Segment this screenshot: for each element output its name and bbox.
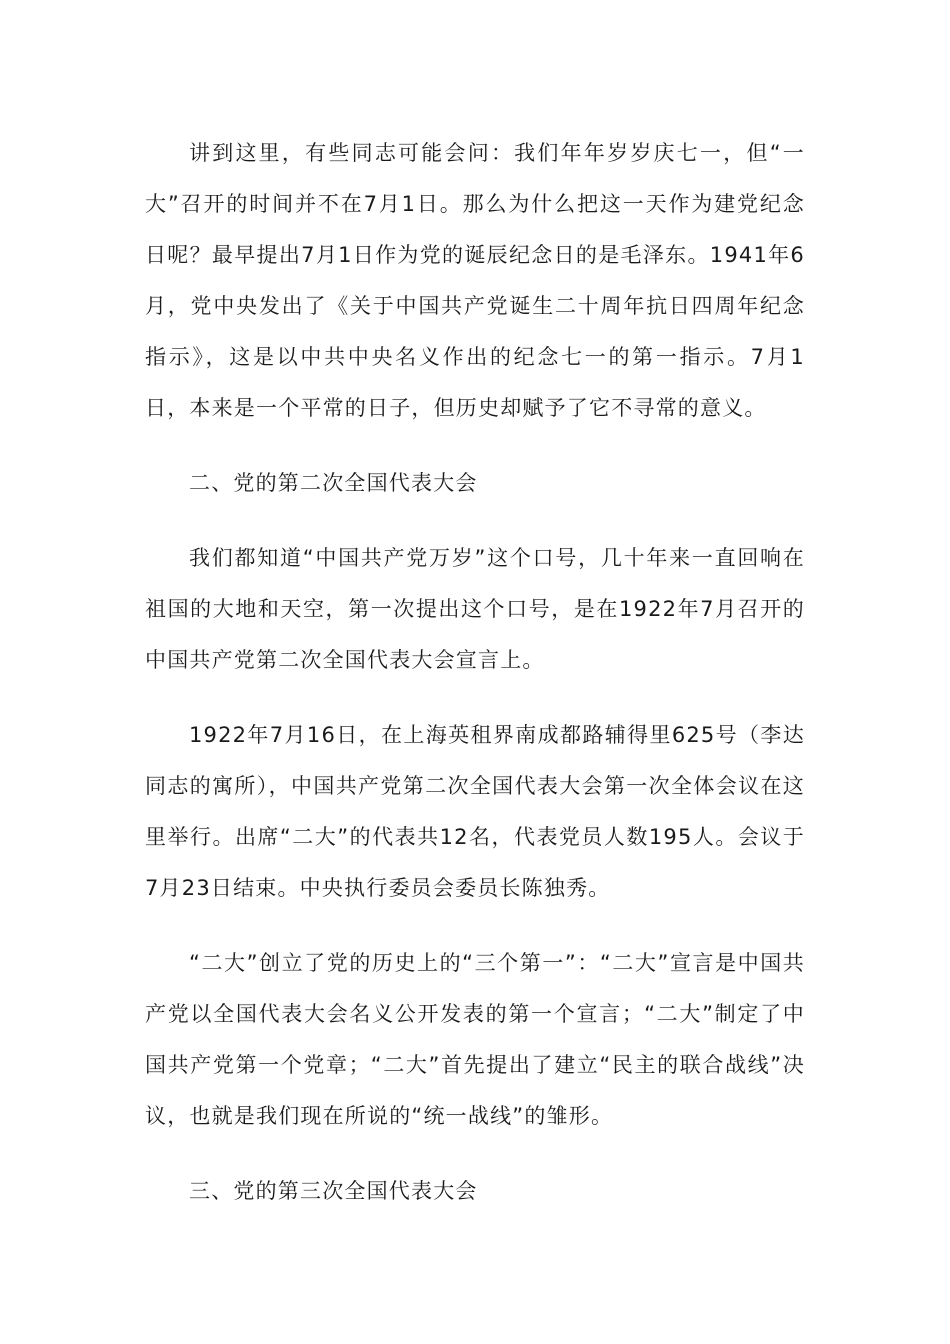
paragraph-gap bbox=[145, 434, 805, 458]
paragraph-party-founding-day: 讲到这里，有些同志可能会问：我们年年岁岁庆七一，但“一大”召开的时间并不在7月1日。那么为什么把这一天作为建党纪念日呢？最早提出7月1日作为党的诞辰纪念日的是毛泽东。1941年6月，党中央发出了《关于中国共产党诞生二十周年抗日四周年纪念指示》，这是以中共中央名义作出的纪念七一的第一指示。7月1日，本来是一个平常的日子，但历史却赋予了它不寻常的意义。 bbox=[145, 141, 805, 420]
paragraph-slogan: 我们都知道“中国共产党万岁”这个口号，几十年来一直回响在祖国的大地和天空，第一次提出这个口号，是在1922年7月召开的中国共产党第二次全国代表大会宣言上。 bbox=[145, 546, 805, 672]
section-heading-second-congress: 二、党的第二次全国代表大会 bbox=[189, 471, 478, 495]
paragraph-gap bbox=[145, 509, 805, 533]
section-heading-third-congress: 三、党的第三次全国代表大会 bbox=[189, 1179, 478, 1203]
paragraph-second-congress-details: 1922年7月16日，在上海英租界南成都路辅得里625号（李达同志的寓所），中国共产党第二次全国代表大会第一次全体会议在这里举行。出席“二大”的代表共12名，代表党员人数195人。会议于7月23日结束。中央执行委员会委员长陈独秀。 bbox=[145, 723, 805, 900]
paragraph-gap bbox=[145, 686, 805, 710]
paragraph-three-firsts: “二大”创立了党的历史上的“三个第一”：“二大”宣言是中国共产党以全国代表大会名义公开发表的第一个宣言；“二大”制定了中国共产党第一个党章；“二大”首先提出了建立“民主的联合战线”决议，也就是我们现在所说的“统一战线”的雏形。 bbox=[145, 951, 805, 1128]
document-body bbox=[145, 128, 805, 1217]
paragraph-gap bbox=[145, 914, 805, 938]
paragraph-gap bbox=[145, 1142, 805, 1166]
